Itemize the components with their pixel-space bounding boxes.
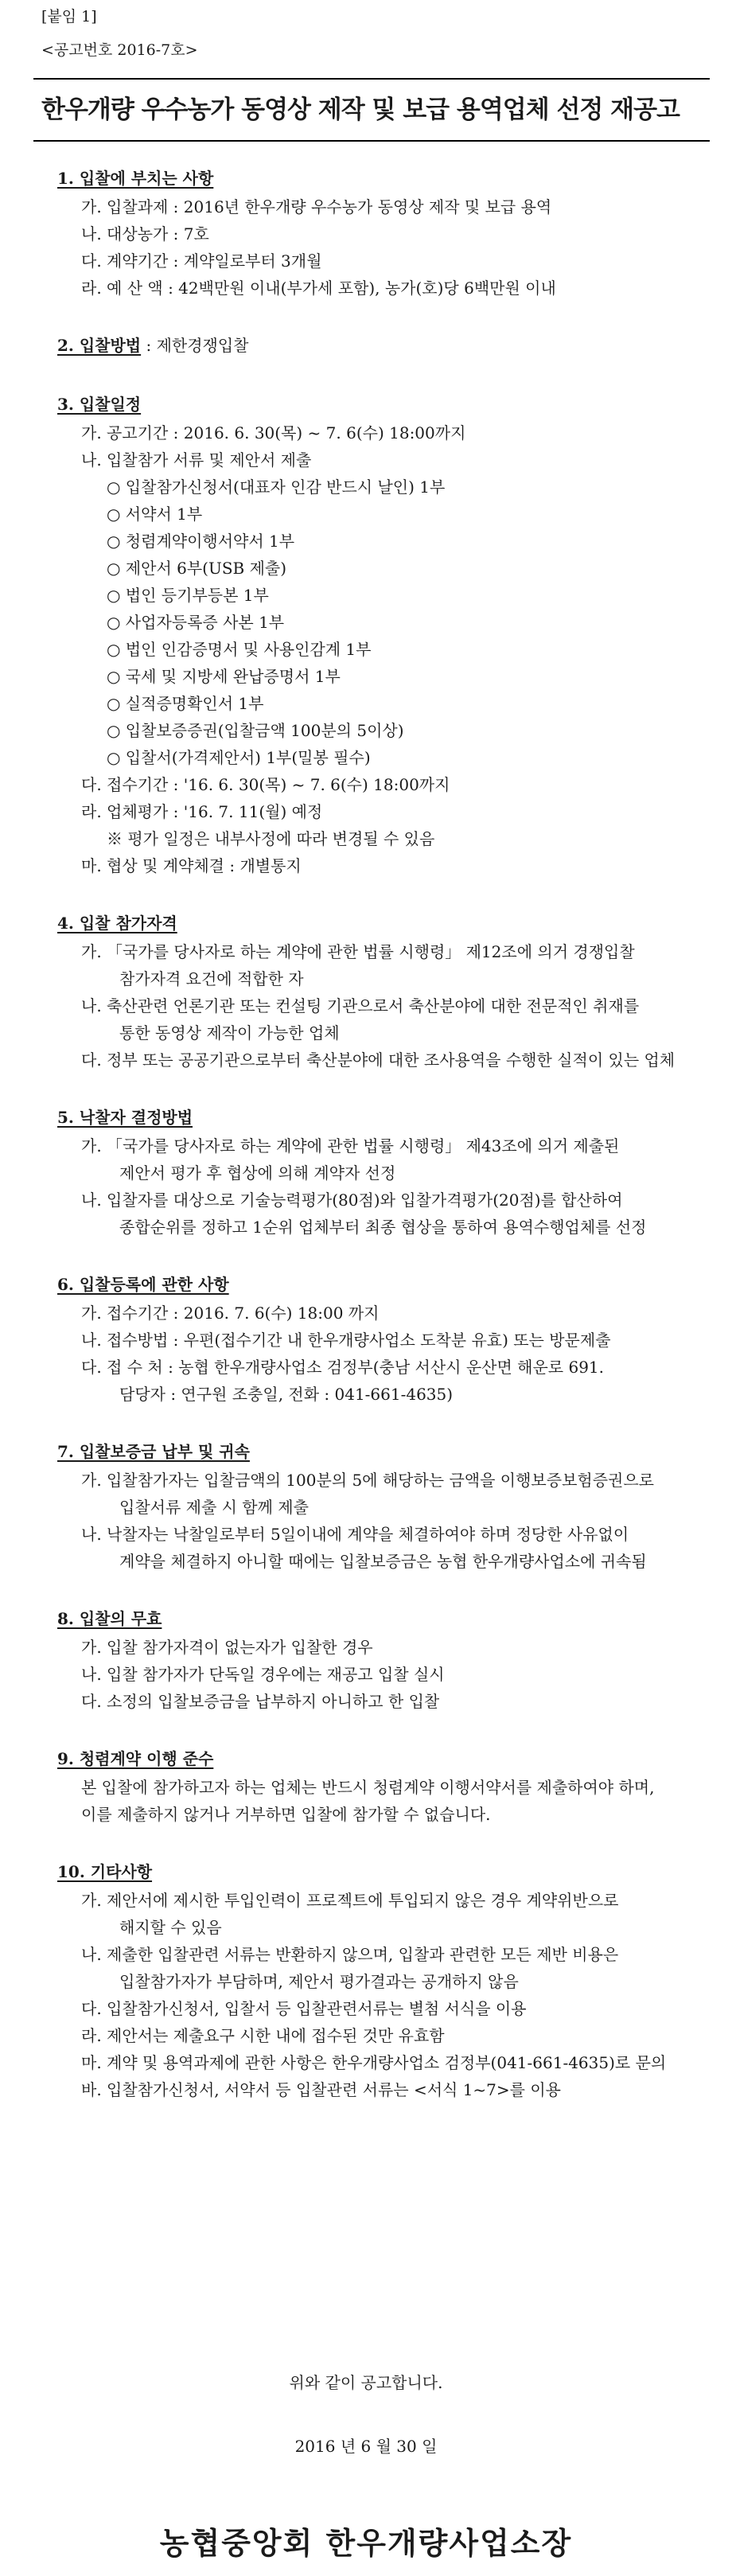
section-line: 종합순위를 정하고 1순위 업체부터 최종 협상을 통하여 용역수행업체를 선정 (119, 1218, 647, 1237)
section-heading (0, 1269, 732, 1300)
section-line: 나. 입찰자를 대상으로 기술능력평가(80점)와 입찰가격평가(20점)를 합산하여 (81, 1191, 623, 1210)
page-title: 한우개량 우수농가 동영상 제작 및 보급 용역업체 선정 재공고 (41, 95, 679, 124)
section-line: 나. 축산관련 언론기관 또는 컨설팅 기관으로서 축산분야에 대한 전문적인 취재를 (81, 996, 640, 1015)
section-line: 가. 입찰과제 : 2016년 한우개량 우수농가 동영상 제작 및 보급 용역 (81, 197, 552, 216)
section-line: ○ 입찰참가신청서(대표자 인감 반드시 날인) 1부 (107, 477, 446, 497)
section-line: 가. 접수기간 : 2016. 7. 6(수) 18:00 까지 (81, 1304, 380, 1323)
section-line: 참가자격 요건에 적합한 자 (119, 969, 304, 988)
section-gap (0, 1408, 732, 1436)
section-line: 다. 소정의 입찰보증금을 납부하지 아니하고 한 입찰 (81, 1692, 440, 1711)
section-heading (0, 163, 732, 193)
section-heading-text: 4. 입찰 참가자격 (57, 914, 177, 933)
notice-number: <공고번호 2016-7호> (41, 41, 198, 59)
title-bottom-rule (33, 140, 710, 142)
section-gap (0, 1575, 732, 1604)
section-heading-text: 10. 기타사항 (57, 1862, 153, 1881)
section-line: 나. 입찰참가 서류 및 제안서 제출 (81, 450, 312, 470)
section-heading (0, 1102, 732, 1132)
section-line: 나. 낙찰자는 낙찰일로부터 5일이내에 계약을 체결하여야 하며 정당한 사유없이 (81, 1525, 629, 1544)
section-line: 입찰참가자가 부담하며, 제안서 평가결과는 공개하지 않음 (119, 1972, 519, 1991)
section-gap (0, 1241, 732, 1269)
section-line: 가. 제안서에 제시한 투입인력이 프로젝트에 투입되지 않은 경우 계약위반으로 (81, 1891, 619, 1910)
section-heading (0, 1604, 732, 1634)
section-line: 입찰서류 제출 시 함께 제출 (119, 1498, 309, 1517)
section-line: 다. 정부 또는 공공기관으로부터 축산분야에 대한 조사용역을 수행한 실적이 있는 업체 (81, 1050, 676, 1070)
section-line: ○ 서약서 1부 (107, 505, 203, 524)
section-heading-text: 6. 입찰등록에 관한 사항 (57, 1275, 229, 1294)
section-line: 제안서 평가 후 협상에 의해 계약자 선정 (119, 1163, 396, 1183)
section-line: 라. 업체평가 : '16. 7. 11(월) 예정 (81, 802, 323, 821)
section-line: ○ 국세 및 지방세 완납증명서 1부 (107, 667, 341, 686)
section-line: 가. 입찰 참가자격이 없는자가 입찰한 경우 (81, 1638, 373, 1657)
section-gap (0, 1715, 732, 1744)
section-line: 가. 「국가를 당사자로 하는 계약에 관한 법률 시행령」 제43조에 의거 제출된 (81, 1136, 620, 1155)
section-line: 라. 예 산 액 : 42백만원 이내(부가세 포함), 농가(호)당 6백만원 이내 (81, 279, 556, 298)
section-line: 다. 접수기간 : '16. 6. 30(목) ~ 7. 6(수) 18:00까지 (81, 775, 450, 794)
section-line: ○ 법인 등기부등본 1부 (107, 586, 269, 605)
section-line: 이를 제출하지 않거나 거부하면 입찰에 참가할 수 없습니다. (81, 1805, 491, 1824)
section-gap (0, 1828, 732, 1857)
section-line: 다. 입찰참가신청서, 입찰서 등 입찰관련서류는 별첨 서식을 이용 (81, 1999, 527, 2018)
section-line: 라. 제안서는 제출요구 시한 내에 접수된 것만 유효함 (81, 2026, 445, 2045)
attachment-label: [붙임 1] (41, 8, 97, 25)
section-line: 나. 제출한 입찰관련 서류는 반환하지 않으며, 입찰과 관련한 모든 제반 비용은 (81, 1945, 619, 1964)
section-heading-text: 1. 입찰에 부치는 사항 (57, 169, 214, 188)
signature: 농협중앙회 한우개량사업소장 (159, 2525, 573, 2561)
section-line: 마. 협상 및 계약체결 : 개별통지 (81, 856, 302, 875)
section-heading (0, 908, 732, 938)
section-line: 바. 입찰참가신청서, 서약서 등 입찰관련 서류는 <서식 1~7>를 이용 (81, 2080, 561, 2099)
section-line: ※ 평가 일정은 내부사정에 따라 변경될 수 있음 (107, 829, 435, 848)
section-line: 마. 계약 및 용역과제에 관한 사항은 한우개량사업소 검정부(041-661-4635)로 문의 (81, 2053, 667, 2072)
title-top-rule (33, 78, 710, 80)
closing-text: 위와 같이 공고합니다. (289, 2373, 443, 2392)
section-line: 나. 입찰 참가자가 단독일 경우에는 재공고 입찰 실시 (81, 1665, 445, 1684)
section-line: 가. 「국가를 당사자로 하는 계약에 관한 법률 시행령」 제12조에 의거 경쟁입찰 (81, 942, 635, 961)
section-line: 계약을 체결하지 아니할 때에는 입찰보증금은 농협 한우개량사업소에 귀속됨 (119, 1552, 647, 1571)
section-line: 가. 입찰참가자는 입찰금액의 100분의 5에 해당하는 금액을 이행보증보험증권으로 (81, 1471, 654, 1490)
section-line: ○ 입찰서(가격제안서) 1부(밀봉 필수) (107, 748, 371, 767)
section-gap (0, 1074, 732, 1102)
section-heading (0, 330, 732, 360)
section-heading-text: 5. 낙찰자 결정방법 (57, 1108, 193, 1127)
section-gap (0, 360, 732, 389)
section-heading-text: 8. 입찰의 무효 (57, 1609, 162, 1628)
section-line: ○ 제안서 6부(USB 제출) (107, 559, 287, 578)
section-line: ○ 법인 인감증명서 및 사용인감계 1부 (107, 640, 372, 659)
notice-body (0, 163, 732, 2103)
notice-date: 2016 년 6 월 30 일 (294, 2437, 438, 2456)
section-line: 다. 계약기간 : 계약일로부터 3개월 (81, 251, 322, 271)
section-line: 통한 동영상 제작이 가능한 업체 (119, 1023, 340, 1042)
section-heading-text: 7. 입찰보증금 납부 및 귀속 (57, 1442, 250, 1461)
section-heading-text: 9. 청렴계약 이행 준수 (57, 1749, 214, 1768)
section-line: 나. 접수방법 : 우편(접수기간 내 한우개량사업소 도착분 유효) 또는 방문제출 (81, 1331, 611, 1350)
section-heading (0, 1744, 732, 1774)
section-line: ○ 입찰보증증권(입찰금액 100분의 5이상) (107, 721, 404, 740)
section-line: 다. 접 수 처 : 농협 한우개량사업소 검정부(충남 서산시 운산면 해운로 691. (81, 1358, 605, 1377)
section-heading-text: 2. 입찰방법 (57, 336, 142, 355)
section-gap (0, 879, 732, 908)
section-gap (0, 302, 732, 330)
section-line: 나. 대상농가 : 7호 (81, 224, 209, 244)
section-heading (0, 389, 732, 419)
section-line: 가. 공고기간 : 2016. 6. 30(목) ~ 7. 6(수) 18:00까지 (81, 423, 466, 442)
section-heading-text: 3. 입찰일정 (57, 395, 142, 414)
section-line: ○ 사업자등록증 사본 1부 (107, 613, 285, 632)
section-line: ○ 실적증명확인서 1부 (107, 694, 264, 713)
section-line: 해지할 수 있음 (119, 1918, 222, 1937)
section-heading (0, 1857, 732, 1887)
section-line: 담당자 : 연구원 조충일, 전화 : 041-661-4635) (119, 1385, 454, 1404)
section-line: ○ 청렴계약이행서약서 1부 (107, 532, 295, 551)
section-heading (0, 1436, 732, 1467)
section-heading-detail: : 제한경쟁입찰 (141, 336, 249, 355)
section-line: 본 입찰에 참가하고자 하는 업체는 반드시 청렴계약 이행서약서를 제출하여야 하며, (81, 1778, 655, 1797)
